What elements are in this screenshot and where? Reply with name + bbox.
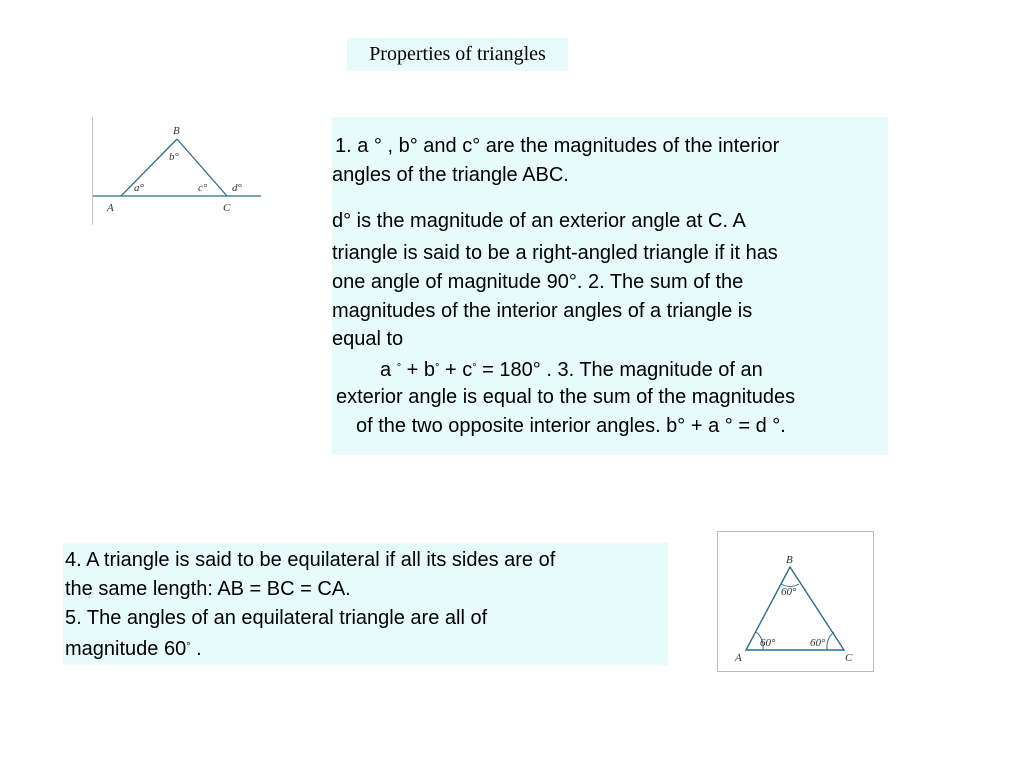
angle-d-label: d° [232,182,242,194]
text-line [65,633,202,664]
vertex-c-label: C [223,202,231,214]
text-line: 4. A triangle is said to be equilateral if all its sides are of [65,549,556,571]
vertex-a-label: A [735,652,742,664]
formula-part: = 180° . 3. The magnitude of an [476,359,763,381]
text-line: angles of the triangle ABC. [332,164,569,186]
properties-text-block [332,117,888,455]
text-line: of the two opposite interior angles. b° + a ° = d °. [356,415,786,437]
text-part: . [190,638,202,660]
angle-c-label: c° [198,182,208,194]
text-line: magnitudes of the interior angles of a triangle is [332,300,753,322]
triangle-abc-figure [92,117,269,225]
text-line: 1. a ° , b° and c° are the magnitudes of the interior [335,135,780,157]
formula-part: a [380,359,397,381]
text-line: 5. The angles of an equilateral triangle are all of [65,607,488,629]
angle-left-label: 60° [760,637,776,649]
degree-mark: ° [435,362,440,374]
angle-right-label: 60° [810,637,826,649]
text-line: exterior angle is equal to the sum of the magnitudes [336,386,796,408]
triangle-abc-diagram [93,117,269,225]
equilateral-triangle-diagram [718,532,873,671]
text-line: d° is the magnitude of an exterior angle at C. A [332,210,746,232]
text-part: magnitude 60 [65,638,187,660]
angle-a-label: a° [134,182,144,194]
text-line: the same length: AB = BC = CA. [65,578,351,600]
angle-arc-right [827,632,834,650]
formula-part: + b [401,359,436,381]
equilateral-triangle-figure [717,531,874,672]
side-ab [121,139,177,196]
page-title: Properties of triangles [347,38,568,71]
degree-mark: ° [396,362,402,374]
vertex-b-label: B [173,125,180,137]
vertex-b-label: B [786,554,793,566]
text-line: one angle of magnitude 90°. 2. The sum of the [332,271,744,293]
formula-part: + c [439,359,473,381]
vertex-c-label: C [845,652,853,664]
sum-formula-line [380,354,763,385]
equilateral-text-block [63,543,668,665]
degree-mark: ° [472,362,477,374]
angle-top-label: 60° [781,586,797,598]
text-line: triangle is said to be a right-angled triangle if it has [332,242,778,264]
text-line: equal to [332,328,404,350]
vertex-a-label: A [107,202,114,214]
angle-b-label: b° [169,151,179,163]
degree-mark: ° [186,641,191,653]
